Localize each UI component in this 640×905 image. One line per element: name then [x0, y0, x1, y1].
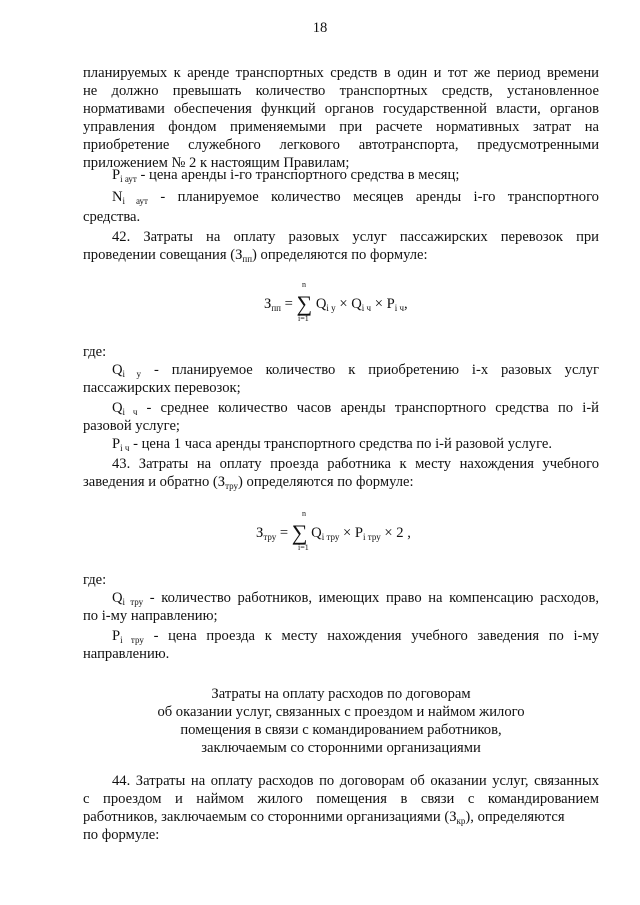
times-sign: ×	[343, 525, 352, 541]
symbol-subscript: i ч	[120, 443, 130, 453]
definition-text: - среднее количество часов аренды транспортного средства по i-й	[146, 400, 599, 416]
paragraph-43: 43. Затраты на оплату проезда работника к месту нахождения учебного	[112, 456, 599, 472]
heading-line: Затраты на оплату расходов по договорам	[211, 686, 471, 702]
punctuation: ,	[403, 296, 408, 312]
text-line: с проездом и наймом жилого помещения в связи с командированием	[83, 791, 599, 807]
heading-line: заключаемым со сторонними организациями	[201, 740, 481, 756]
definition-n-iaut	[112, 188, 599, 207]
text-fragment: ) определяются по формуле:	[252, 247, 428, 263]
definition-text: - количество работников, имеющих право на компенсацию расходов,	[149, 590, 599, 606]
symbol-subscript: i у	[122, 369, 142, 379]
symbol-p: P	[112, 628, 121, 644]
symbol-subscript: i у	[326, 303, 336, 313]
symbol-p: P	[386, 296, 395, 312]
times-sign: ×	[339, 296, 348, 312]
symbol-subscript: i тру	[120, 635, 144, 645]
definition-q-itru	[112, 589, 599, 608]
paragraph-44-line3	[83, 808, 599, 827]
definition-p-iaut	[112, 166, 459, 185]
text-fragment: работников, заключаемым со сторонними организациями (	[83, 809, 450, 825]
paragraph-43-line2	[83, 473, 414, 492]
definition-text: - планируемое количество месяцев аренды i-го транспортного	[160, 189, 599, 205]
text-line: нормативами обеспечения функций органов государственной власти, органов	[83, 101, 599, 117]
symbol-subscript: i аут	[122, 196, 148, 206]
text-line: разовой услуге;	[83, 418, 180, 434]
text-fragment: ) определяются по формуле:	[238, 474, 414, 490]
text-line: по формуле:	[83, 827, 160, 843]
text-line: планируемых к аренде транспортных средств в один и тот же период времени	[83, 65, 599, 81]
symbol-q: Q	[112, 590, 123, 606]
formula-travel-education	[256, 509, 446, 557]
symbol-subscript: i тру	[122, 597, 144, 607]
text-line: приложением № 2 к настоящим Правилам;	[83, 155, 350, 171]
definition-q-ich	[112, 399, 599, 418]
symbol-subscript: i тру	[363, 532, 381, 542]
symbol-z: З	[449, 809, 457, 825]
text-line: приобретение служебного легкового автотранспорта, предусмотренными	[83, 137, 599, 153]
paragraph-44: 44. Затраты на оплату расходов по договорам об оказании услуг, связанных	[112, 773, 599, 789]
symbol-subscript: пп	[271, 303, 281, 313]
heading-line: об оказании услуг, связанных с проездом и наймом жилого	[157, 704, 525, 720]
definition-p-ich	[112, 435, 552, 454]
sum-lower-limit: i=1	[298, 543, 309, 552]
symbol-z: З	[217, 474, 226, 490]
text-fragment: ), определяются	[465, 809, 565, 825]
formula-passenger-transport	[264, 280, 444, 328]
definition-text: - планируемое количество к приобретению i-х разовых услуг	[153, 362, 599, 378]
where-label: где:	[83, 572, 107, 588]
text-line: управления фондом применяемыми при расчете нормативных затрат на	[83, 119, 599, 135]
page-number: 18	[312, 20, 328, 36]
definition-q-iu	[112, 361, 599, 380]
sum-upper-limit: n	[302, 280, 306, 289]
symbol-q: Q	[311, 525, 322, 541]
symbol-q: Q	[315, 296, 327, 312]
where-label: где:	[83, 344, 107, 360]
symbol-subscript: i ч	[361, 303, 372, 313]
text-fragment: заведения и обратно (	[83, 474, 218, 490]
equals-sign: =	[279, 525, 289, 541]
symbol-subscript: i аут	[120, 174, 137, 184]
sum-lower-limit: i=1	[298, 314, 309, 323]
symbol-subscript: i ч	[122, 407, 138, 417]
symbol-subscript: i тру	[321, 532, 340, 542]
definition-text: - цена проезда к месту нахождения учебного заведения по i-му	[153, 628, 599, 644]
text-line: не должно превышать количество транспортных средств, установленное	[83, 83, 599, 99]
symbol-p: P	[354, 525, 364, 541]
symbol-p: P	[112, 436, 121, 452]
symbol-z: З	[235, 247, 243, 263]
symbol-q: Q	[112, 362, 123, 378]
symbol-z: З	[264, 296, 272, 312]
symbol-q: Q	[351, 296, 362, 312]
text-line: пассажирских перевозок;	[83, 380, 241, 396]
equals-sign: =	[284, 296, 293, 312]
sum-sign: ∑	[291, 520, 308, 545]
text-line: направлению.	[83, 646, 170, 662]
paragraph-42: 42. Затраты на оплату разовых услуг пассажирских перевозок при	[112, 229, 599, 245]
symbol-q: Q	[112, 400, 123, 416]
paragraph-42-line2	[83, 246, 428, 265]
text-line: средства.	[83, 209, 141, 225]
symbol-p: P	[112, 167, 121, 183]
sum-upper-limit: n	[302, 509, 306, 518]
definition-text: - цена 1 часа аренды транспортного средства по i-й разовой услуге.	[133, 436, 553, 452]
symbol-subscript: тру	[263, 532, 277, 542]
sum-sign: ∑	[296, 291, 313, 316]
times-sign: × 2 ,	[384, 525, 411, 541]
times-sign: ×	[374, 296, 383, 312]
symbol-subscript: тру	[225, 481, 239, 491]
definition-text: - цена аренды i-го транспортного средства в месяц;	[140, 167, 460, 183]
definition-p-itru	[112, 627, 599, 646]
symbol-z: З	[256, 525, 264, 541]
symbol-subscript: пп	[242, 254, 253, 264]
symbol-n: N	[112, 189, 123, 205]
text-fragment: проведении совещания (	[83, 247, 236, 263]
text-line: по i-му направлению;	[83, 608, 218, 624]
symbol-subscript: кр	[456, 816, 466, 826]
heading-line: помещения в связи с командированием работников,	[180, 722, 502, 738]
symbol-subscript: i ч	[394, 303, 404, 313]
